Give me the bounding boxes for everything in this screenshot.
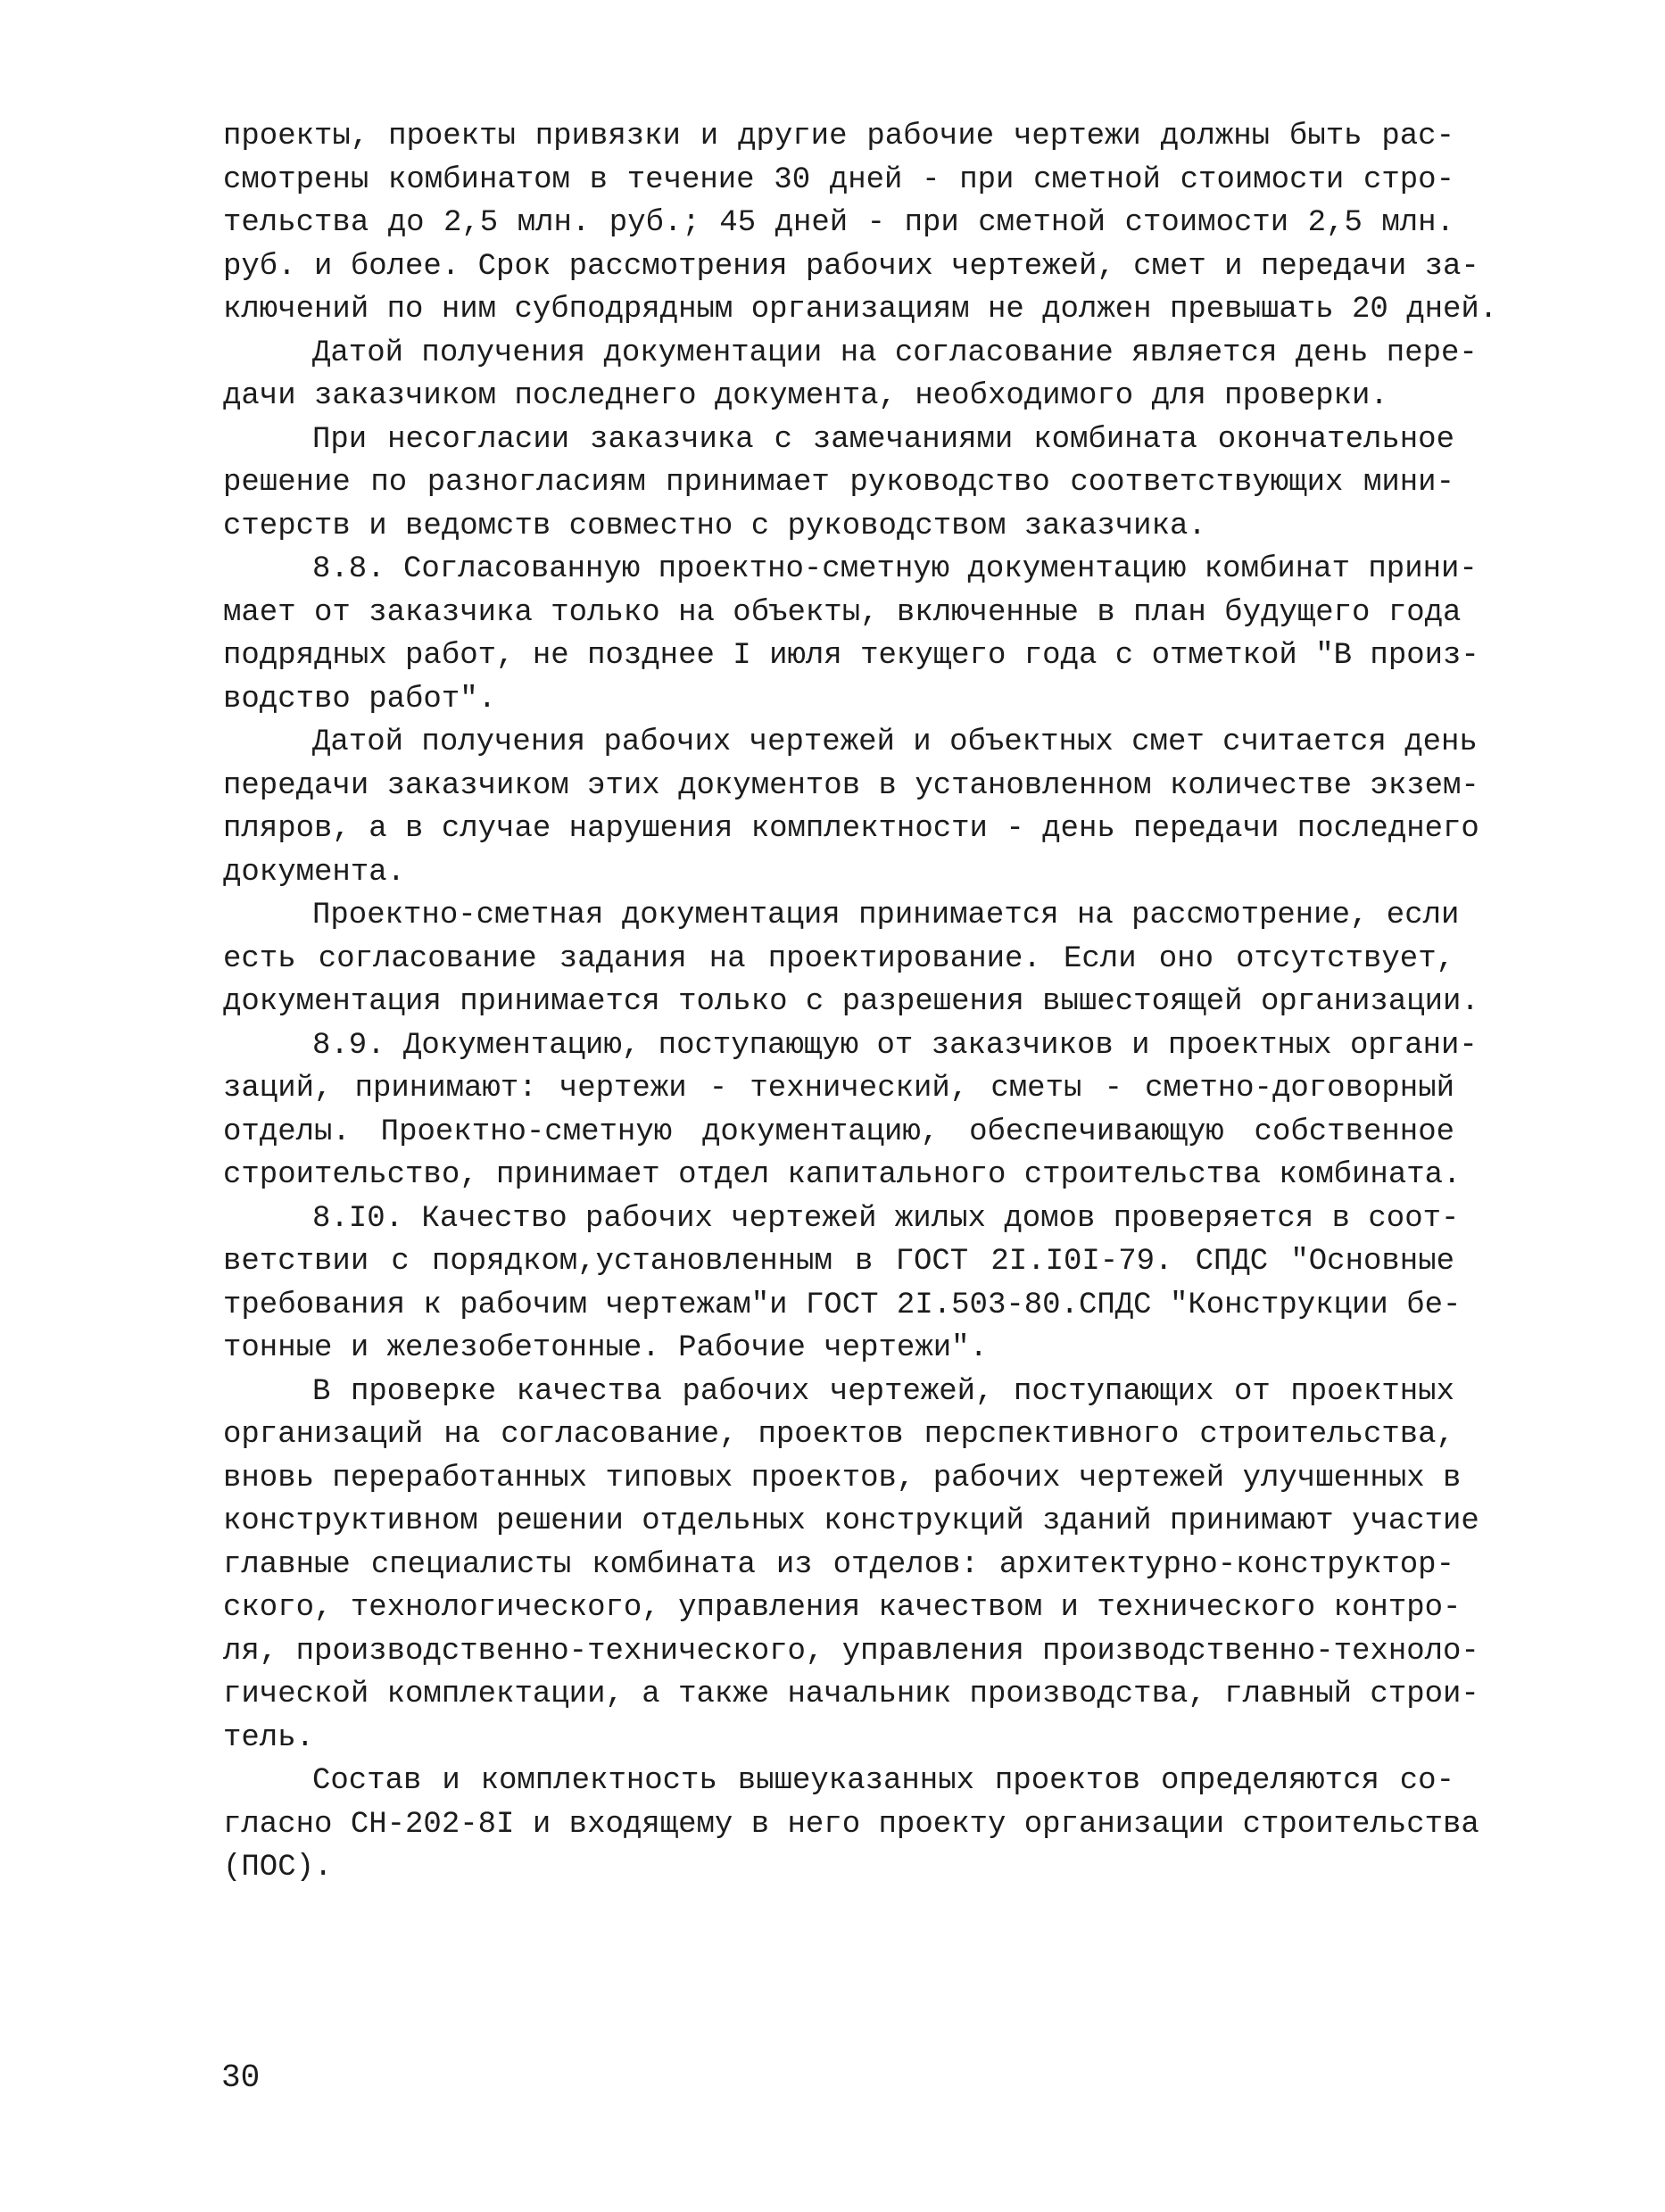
body-text bbox=[223, 115, 1498, 1890]
text-line: конструктивном решении отдельных конструкций зданий принимают участие bbox=[223, 1504, 1479, 1538]
text-line: стерств и ведомств совместно с руководством заказчика. bbox=[223, 509, 1206, 543]
text-line: Датой получения документации на согласование является день пере- bbox=[312, 336, 1478, 370]
text-line: тонные и железобетонные. Рабочие чертежи". bbox=[223, 1331, 988, 1365]
text-line: подрядных работ, не позднее I июля текущего года с отметкой "В произ- bbox=[223, 639, 1479, 673]
text-line: Проектно-сметная документация принимается на рассмотрение, если bbox=[312, 899, 1460, 932]
text-line: пляров, а в случае нарушения комплектности - день передачи последнего bbox=[223, 812, 1479, 846]
text-line: решение по разногласиям принимает руководство соответствующих мини- bbox=[223, 466, 1454, 500]
text-line: требования к рабочим чертежам"и ГОСТ 2I.503-80.СПДС "Конструкции бе- bbox=[223, 1288, 1462, 1322]
text-line: смотрены комбинатом в течение 30 дней - при сметной стоимости стро- bbox=[223, 162, 1454, 197]
text-line: организаций на согласование, проектов перспективного строительства, bbox=[223, 1418, 1454, 1452]
page-number: 30 bbox=[221, 2059, 261, 2096]
text-line: гласно СН-202-8I и входящему в него проекту организации строительства bbox=[223, 1807, 1479, 1842]
text-line: 8.I0. Качество рабочих чертежей жилых домов проверяется в соот- bbox=[312, 1201, 1460, 1236]
text-line: гической комплектации, а также начальник производства, главный строи- bbox=[223, 1678, 1479, 1711]
text-line: Датой получения рабочих чертежей и объектных смет считается день bbox=[312, 725, 1478, 759]
text-line: заций, принимают: чертежи - технический, сметы - сметно-договорный bbox=[223, 1072, 1454, 1106]
text-line: дачи заказчиком последнего документа, необходимого для проверки. bbox=[223, 379, 1388, 413]
text-line: проекты, проекты привязки и другие рабочие чертежи должны быть рас- bbox=[223, 120, 1454, 153]
text-line: В проверке качества рабочих чертежей, поступающих от проектных bbox=[312, 1374, 1454, 1409]
text-line: документа. bbox=[223, 855, 406, 890]
text-line: есть согласование задания на проектирование. Если оно отсутствует, bbox=[223, 941, 1454, 976]
text-line: ля, производственно-технического, управления производственно-техноло- bbox=[223, 1634, 1479, 1669]
text-line: 8.8. Согласованную проектно-сметную документацию комбинат прини- bbox=[312, 552, 1478, 586]
text-line: документация принимается только с разрешения вышестоящей организации. bbox=[223, 985, 1479, 1019]
text-line: тельства до 2,5 млн. руб.; 45 дней - при сметной стоимости 2,5 млн. bbox=[223, 206, 1454, 240]
text-line: главные специалисты комбината из отделов: архитектурно-конструктор- bbox=[223, 1547, 1454, 1582]
text-line: строительство, принимает отдел капитального строительства комбината. bbox=[223, 1158, 1462, 1192]
text-line: ключений по ним субподрядным организациям не должен превышать 20 дней. bbox=[223, 293, 1498, 327]
text-line: Состав и комплектность вышеуказанных проектов определяются со- bbox=[312, 1764, 1454, 1798]
text-line: руб. и более. Срок рассмотрения рабочих чертежей, смет и передачи за- bbox=[223, 249, 1479, 284]
text-line: 8.9. Документацию, поступающую от заказчиков и проектных органи- bbox=[312, 1028, 1478, 1063]
text-line: водство работ". bbox=[223, 682, 497, 717]
text-line: передачи заказчиком этих документов в установленном количестве экзем- bbox=[223, 768, 1479, 803]
text-line: ветствии с порядком,установленным в ГОСТ 2I.I0I-79. СПДС "Основные bbox=[223, 1245, 1454, 1279]
text-line: отделы. Проектно-сметную документацию, обеспечивающую собственное bbox=[223, 1114, 1454, 1149]
text-line: (ПОС). bbox=[223, 1851, 333, 1885]
text-line: мает от заказчика только на объекты, включенные в план будущего года bbox=[223, 595, 1462, 630]
text-line: ского, технологического, управления качеством и технического контро- bbox=[223, 1591, 1462, 1625]
text-line: тель. bbox=[223, 1720, 315, 1755]
text-line: вновь переработанных типовых проектов, рабочих чертежей улучшенных в bbox=[223, 1461, 1462, 1495]
text-line: При несогласии заказчика с замечаниями комбината окончательное bbox=[312, 422, 1454, 457]
